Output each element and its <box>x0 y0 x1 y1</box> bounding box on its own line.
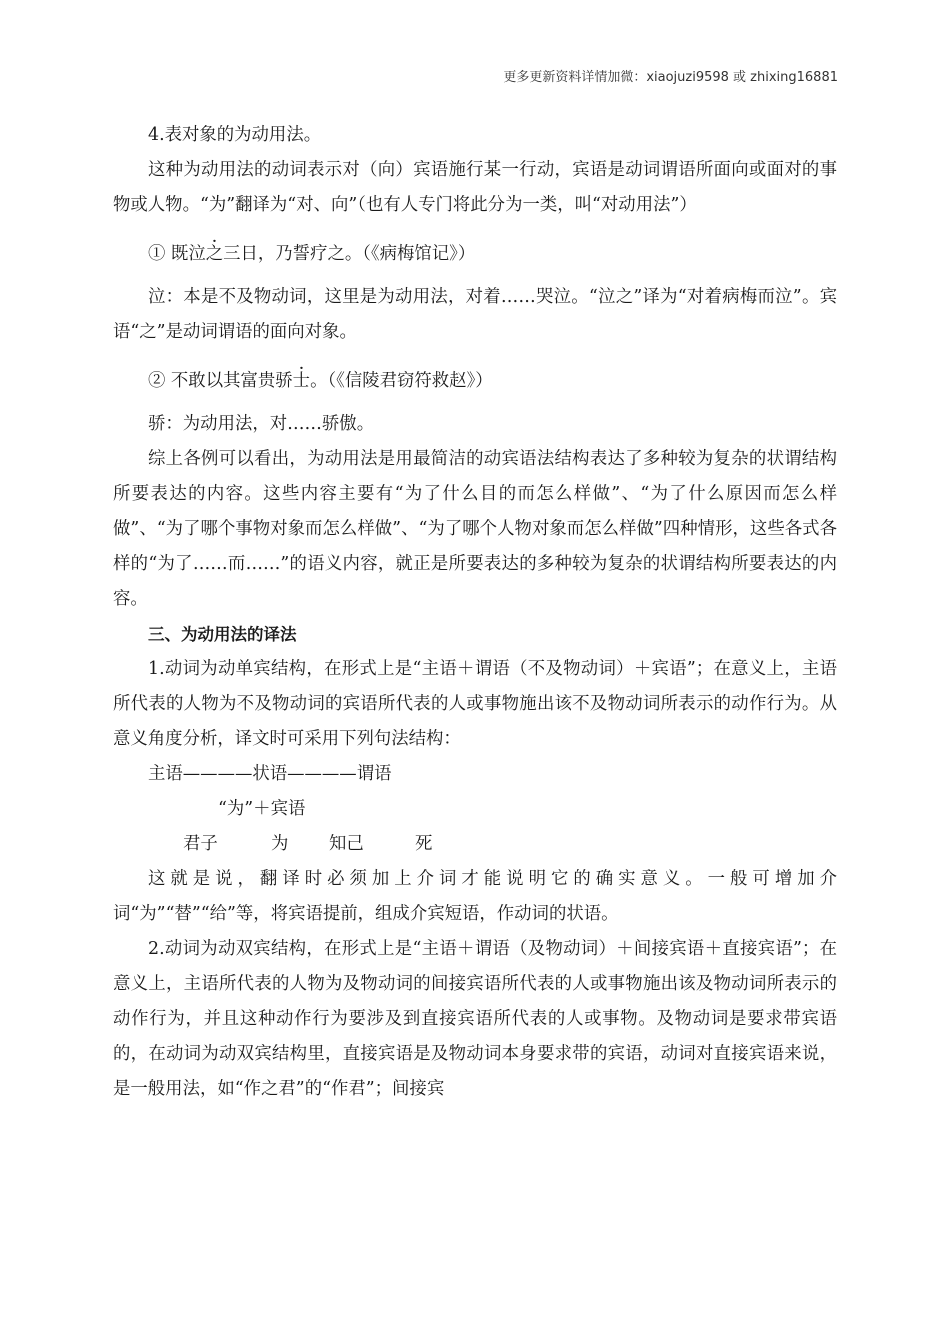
section-heading: 三、为动用法的译法 <box>148 625 297 644</box>
example-2-marked-char: 骄 <box>275 371 293 391</box>
rule-2: 2.动词为动双宾结构，在形式上是“主语＋谓语（及物动词）＋间接宾语＋直接宾语”；在意义上，主语所代表的人物为及物动词的间接宾语所代表的人或事物施出该及物动词所表示的动作行为，并且这种动作行为要涉及到直接宾语所代表的人或事物。及物动词是要求带宾语的，在动词为动双宾结构里，直接宾语是及物动词本身要求带的宾语，动词对直接宾语来说，是一般用法，如“作之君”的“作君”；间接宾 <box>113 939 837 1099</box>
document-body <box>113 118 837 1107</box>
example-1-pre: ① 既 <box>148 244 189 264</box>
formula-line-2-text: “为”＋宾语 <box>218 799 306 819</box>
example-1-note: 泣：本是不及物动词，这里是为动用法，对着……哭泣。“泣之”译为“对着病梅而泣”。宾语“之”是动词谓语的面向对象。 <box>113 287 837 342</box>
page-header: 更多更新资料详情加微：xiaojuzi9598 或 zhixing16881 <box>503 70 838 85</box>
formula-example <box>113 827 837 862</box>
formula-word-prep: 为 <box>271 834 289 854</box>
paragraph-explanation: 这种为动用法的动词表示对（向）宾语施行某一行动，宾语是动词谓语所面向或面对的事物或人物。“为”翻译为“对、向”（也有人专门将此分为一类，叫“对动用法”） <box>113 160 837 215</box>
rule-1: 1.动词为动单宾结构，在形式上是“主语＋谓语（不及物动词）＋宾语”；在意义上，主语所代表的人物为不及物动词的宾语所代表的人或事物施出该不及物动词所表示的动作行为。从意义角度分析，译文时可采用下列句法结构： <box>113 659 837 749</box>
formula-word-verb: 死 <box>415 834 433 854</box>
rule-1-note: 这就是说，翻译时必须加上介词才能说明它的确实意义。一般可增加介词“为”“替”“给”等，将宾语提前，组成介宾短语，作动词的状语。 <box>113 869 837 924</box>
paragraph-point-4: 4.表对象的为动用法。 <box>148 125 322 145</box>
example-2-pre: ② 不敢以其富贵 <box>148 371 276 391</box>
example-2 <box>113 364 837 399</box>
example-2-note: 骄：为动用法，对……骄傲。 <box>148 414 375 434</box>
summary-paragraph: 综上各例可以看出，为动用法是用最简洁的动宾语法结构表达了多种较为复杂的状谓结构所要表达的内容。这些内容主要有“为了什么目的而怎么样做”、“为了什么原因而怎么样做”、“为了哪个事物对象而怎么样做”、“为了哪个人物对象而怎么样做”四种情形，这些各式各样的“为了……而……”的语义内容，就正是所要表达的多种较为复杂的状谓结构所要表达的内容。 <box>113 449 837 609</box>
example-1 <box>113 237 837 272</box>
example-1-marked-char: 泣 <box>188 244 206 264</box>
example-2-post: 士。（《信陵君窃符救赵》） <box>292 371 493 391</box>
formula-word-object: 知己 <box>329 834 364 854</box>
formula-line-2 <box>113 792 837 827</box>
formula-line-1: 主语————状语————谓语 <box>148 764 392 784</box>
formula-word-subject: 君子 <box>183 834 218 854</box>
example-1-post: 之三日，乃誓疗之。（《病梅馆记》） <box>205 244 476 264</box>
